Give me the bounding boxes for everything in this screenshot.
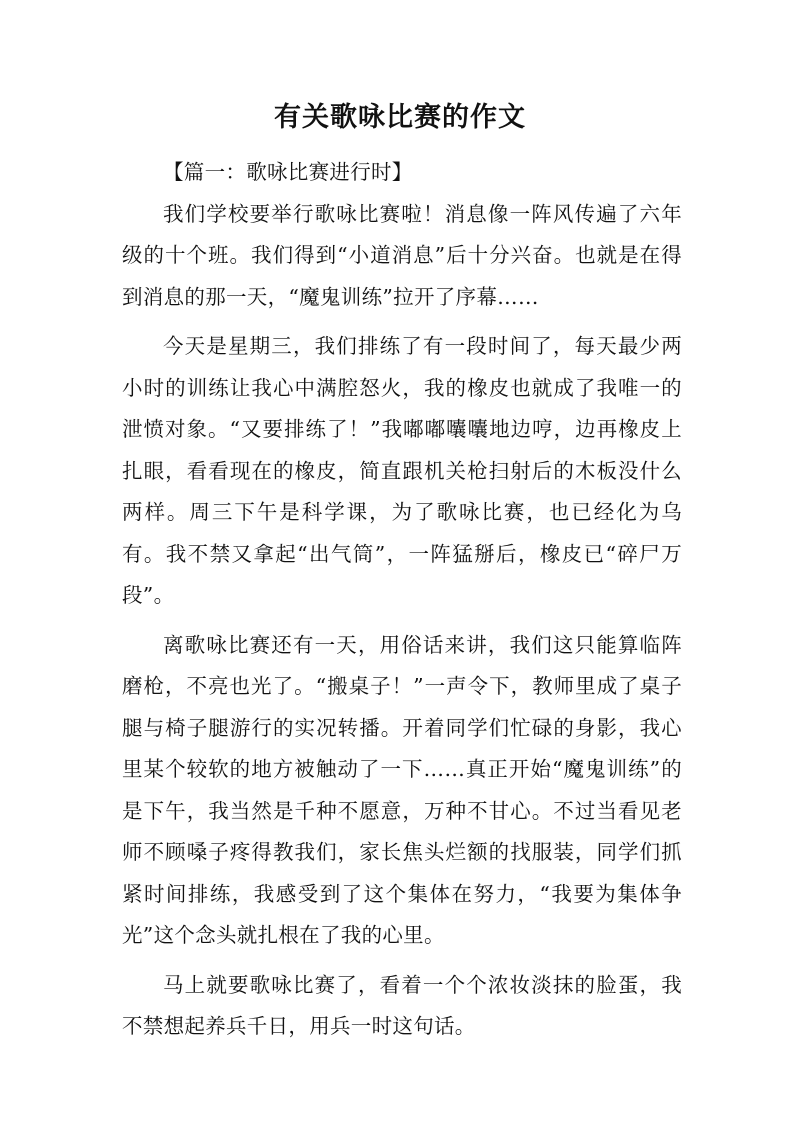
- paragraph: 我们学校要举行歌咏比赛啦！消息像一阵风传遍了六年级的十个班。我们得到“小道消息”后十分兴奋。也就是在得到消息的那一天，“魔鬼训练”拉开了序幕……: [122, 201, 682, 309]
- document-title: 有关歌咏比赛的作文: [274, 102, 526, 133]
- paragraph: 马上就要歌咏比赛了，看着一个个浓妆淡抹的脸蛋，我不禁想起养兵千日，用兵一时这句话。: [122, 972, 682, 1038]
- section-heading: 【篇一：歌咏比赛进行时】: [163, 160, 413, 184]
- paragraph: 今天是星期三，我们排练了有一段时间了，每天最少两小时的训练让我心中满腔怒火，我的橡皮也就成了我唯一的泄愤对象。“又要排练了！”我嘟嘟囔囔地边哼，边再橡皮上扎眼，看看现在的橡皮，简直跟机关枪扫射后的木板没什么两样。周三下午是科学课，为了歌咏比赛，也已经化为乌有。我不禁又拿起“出气筒”，一阵猛掰后，橡皮已“碎尸万段”。: [122, 334, 682, 607]
- document-body: [122, 152, 682, 1048]
- paragraph: 离歌咏比赛还有一天，用俗话来讲，我们这只能算临阵磨枪，不亮也光了。“搬桌子！”一声令下，教师里成了桌子腿与椅子腿游行的实况转播。开着同学们忙碌的身影，我心里某个较软的地方被触动了一下……真正开始“魔鬼训练”的是下午，我当然是千种不愿意，万种不甘心。不过当看见老师不顾嗓子疼得教我们，家长焦头烂额的找服装，同学们抓紧时间排练，我感受到了这个集体在努力，“我要为集体争光”这个念头就扎根在了我的心里。: [122, 632, 682, 947]
